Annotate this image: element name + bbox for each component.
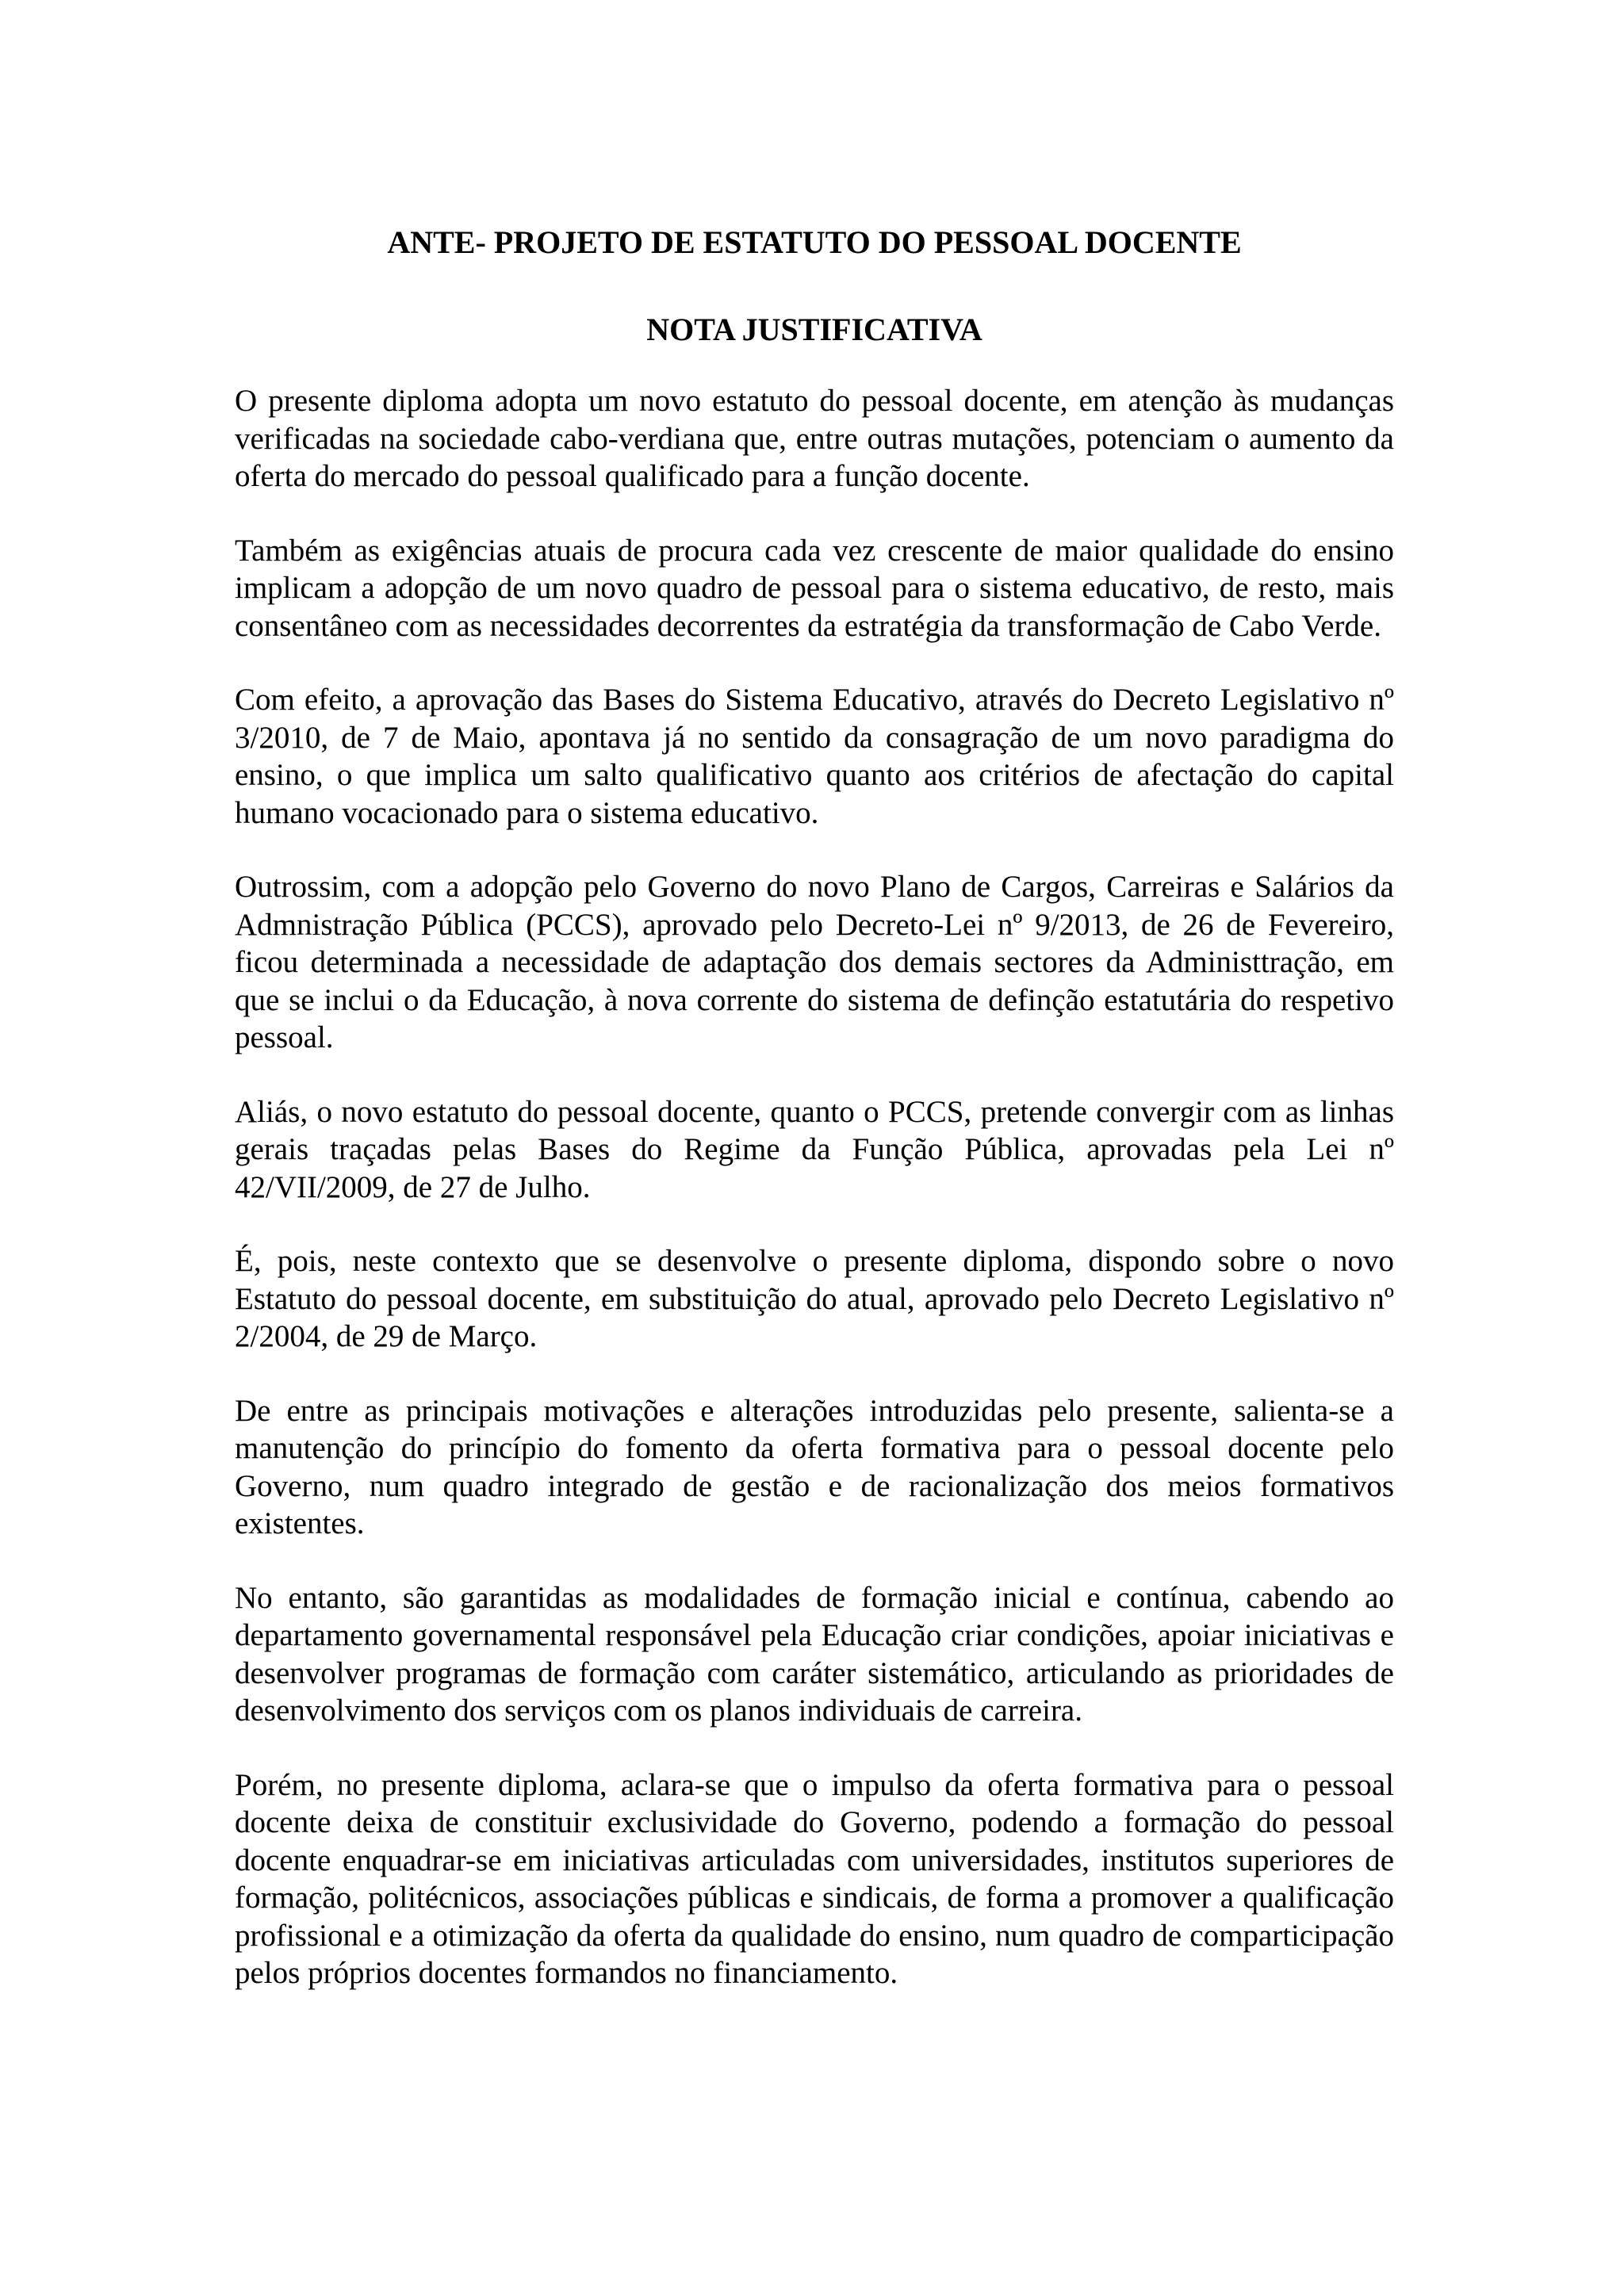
paragraph: Porém, no presente diploma, aclara-se que o impulso da oferta formativa para o pessoal docente deixa de constituir exclusividade do Governo, podendo a formação do pessoal docente enquadrar-se em iniciativas articuladas com universidades, institutos superiores de formação, politécnicos, associações públicas e sindicais, de forma a promover a qualificação profissional e a otimização da oferta da qualidade do ensino, num quadro de comparticipação pelos próprios docentes formandos no financiamento. (235, 1767, 1394, 1990)
paragraph: Também as exigências atuais de procura cada vez crescente de maior qualidade do ensino implicam a adopção de um novo quadro de pessoal para o sistema educativo, de resto, mais consentâneo com as necessidades decorrentes da estratégia da transformação de Cabo Verde. (235, 533, 1394, 643)
document-subtitle: NOTA JUSTIFICATIVA (646, 312, 982, 347)
paragraph: Com efeito, a aprovação das Bases do Sistema Educativo, através do Decreto Legislativo nº 3/2010, de 7 de Maio, apontava já no sentido da consagração de um novo paradigma do ensino, o que implica um salto qualificativo quanto aos critérios de afectação do capital humano vocacionado para o sistema educativo. (235, 683, 1394, 830)
paragraph: No entanto, são garantidas as modalidades de formação inicial e contínua, cabendo ao departamento governamental responsável pela Educação criar condições, apoiar iniciativas e desenvolver programas de formação com caráter sistemático, articulando as prioridades de desenvolvimento dos serviços com os planos individuais de carreira. (235, 1580, 1394, 1728)
paragraph: Outrossim, com a adopção pelo Governo do novo Plano de Cargos, Carreiras e Salários da Admnistração Pública (PCCS), aprovado pelo Decreto-Lei nº 9/2013, de 26 de Fevereiro, ficou determinada a necessidade de adaptação dos demais sectores da Administtração, em que se inclui o da Educação, à nova corrente do sistema de definção estatutária do respetivo pessoal. (235, 870, 1394, 1054)
paragraph: É, pois, neste contexto que se desenvolve o presente diploma, dispondo sobre o novo Estatuto do pessoal docente, em substituição do atual, aprovado pelo Decreto Legislativo nº 2/2004, de 29 de Março. (235, 1244, 1394, 1353)
paragraph: Aliás, o novo estatuto do pessoal docente, quanto o PCCS, pretende convergir com as linhas gerais traçadas pelas Bases do Regime da Função Pública, aprovadas pela Lei nº 42/VII/2009, de 27 de Julho. (235, 1094, 1394, 1204)
paragraph: O presente diploma adopta um novo estatuto do pessoal docente, em atenção às mudanças verificadas na sociedade cabo-verdiana que, entre outras mutações, potenciam o aumento da oferta do mercado do pessoal qualificado para a função docente. (235, 384, 1394, 493)
document-title: ANTE- PROJETO DE ESTATUTO DO PESSOAL DOCENTE (387, 224, 1242, 260)
document-body (235, 382, 1394, 2029)
paragraph: De entre as principais motivações e alterações introduzidas pelo presente, salienta-se a manutenção do princípio do fomento da oferta formativa para o pessoal docente pelo Governo, num quadro integrado de gestão e de racionalização dos meios formativos existentes. (235, 1393, 1394, 1540)
